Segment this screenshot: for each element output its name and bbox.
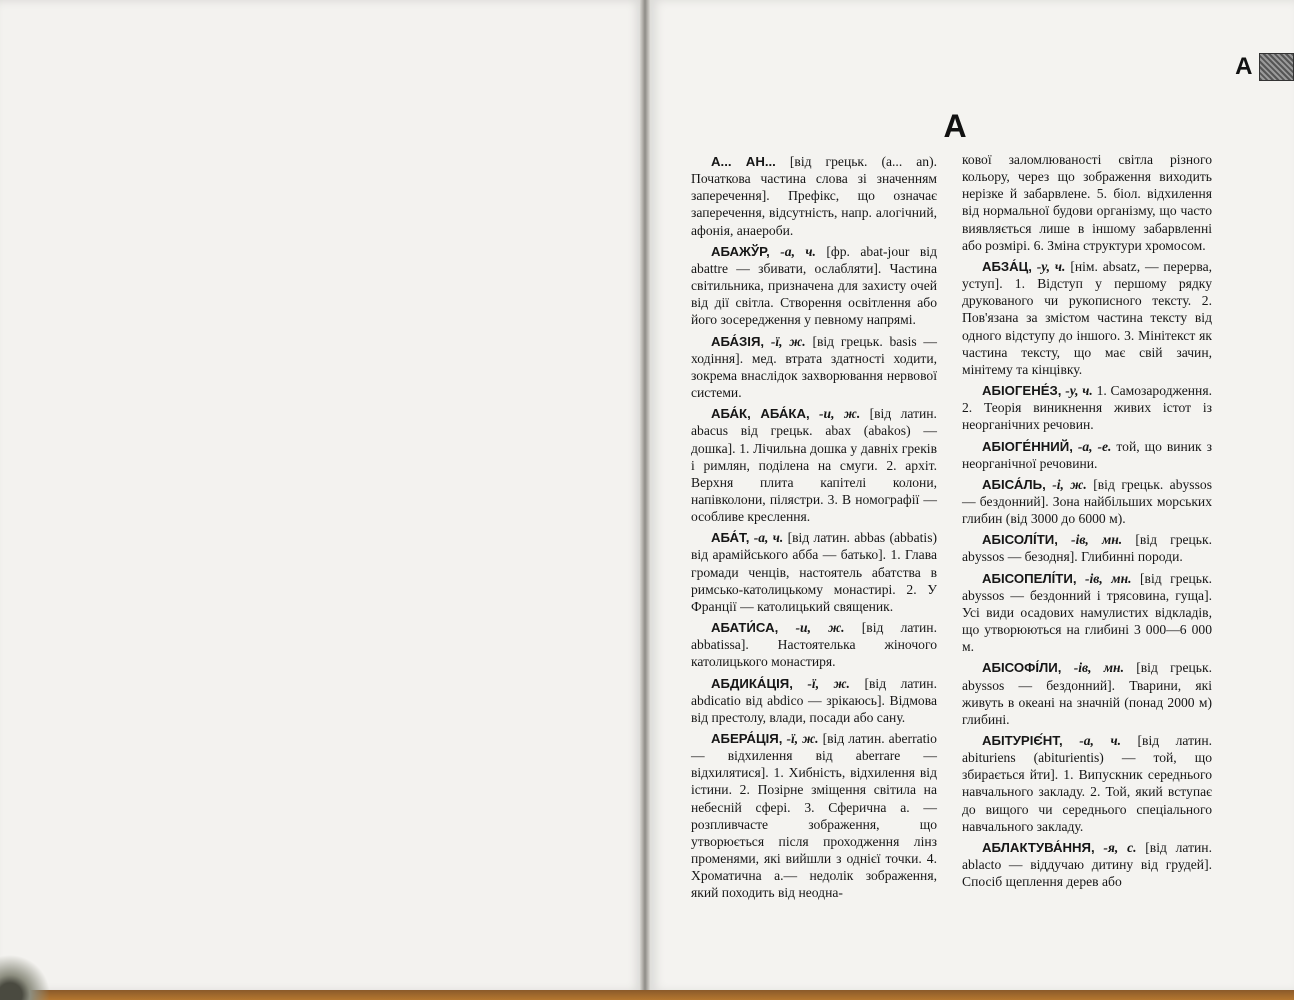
dictionary-entry — [691, 405, 937, 525]
dictionary-entry — [962, 732, 1212, 835]
entry-headword: АБА́Т, — [711, 530, 750, 546]
entry-definition: [від латин. abdicatio від abdico — зрікаюсь]. Відмова від престолу, влади, посади або сану. — [691, 675, 937, 725]
entry-headword: АБІСОФІ́ЛИ, — [982, 660, 1062, 676]
entry-grammar: -а, ч. — [753, 530, 784, 546]
entry-grammar: -ів, мн. — [1085, 570, 1132, 586]
page-bottom-edge — [0, 990, 1294, 1000]
dictionary-entry — [962, 839, 1212, 890]
entry-definition: [від латин. ablacto — віддучаю дитину від грудей]. Спосіб щеплення дерев або — [962, 839, 1212, 890]
entry-definition: [від латин. abbatissa]. Настоятелька жіночого католицького монастиря. — [691, 620, 937, 670]
dictionary-entry — [691, 333, 937, 402]
dictionary-entry — [691, 153, 937, 239]
entry-grammar: -я, с. — [1103, 839, 1137, 855]
entry-headword: АБАЖЎР, — [711, 243, 770, 259]
entry-definition: той, що виник з неорганічної речовини. — [962, 438, 1212, 471]
entry-definition: [від грецьк. basis — ходіння]. мед. втрата здатності ходити, зокрема внаслідок захворювання нервової системи. — [691, 333, 938, 401]
section-letter-heading: А — [943, 108, 967, 144]
dictionary-column-1 — [691, 153, 937, 906]
entry-definition: 1. Самозародження. 2. Теорія виникнення живих істот із неорганічних речовин. — [962, 383, 1212, 433]
entry-grammar: -а, -е. — [1077, 438, 1112, 454]
thumb-index-tab — [1259, 53, 1294, 81]
entry-definition: [від латин. aberratio — відхилення від aberrare — відхилятися]. 1. Хибність, відхилення від істини. 2. Позірне зміщення світила на небесній сфері. 3. Сферична а. — розпливчасте зображення, що утворюється після проходження лінз променями, які вийшли з однієї точки. 4. Хроматична а.— недолік зображення, який походить від неодна- — [691, 731, 937, 901]
dictionary-entry — [962, 659, 1212, 728]
dictionary-entry — [962, 151, 1212, 254]
dictionary-entry — [962, 570, 1212, 656]
entry-definition: [від грецьк. abyssos — бездонний]. Зона найбільших морських глибин (від 3000 до 6000 м). — [962, 476, 1212, 527]
entry-headword: АБІОГЕ́ННИЙ, — [982, 438, 1073, 454]
entry-definition: [фр. abat-jour від abattre — збивати, ослабляти]. Частина світильника, призначена для захисту очей від дії світла. Створення освітлення або його зосередження у певному напрямі. — [691, 243, 937, 328]
entry-headword: АБЛАКТУВА́ННЯ, — [982, 839, 1095, 855]
entry-headword: АБІОГЕНЕ́З, — [982, 383, 1062, 399]
entry-definition: [від грецьк. abyssos — бездонний]. Тварини, які живуть в океані на значній (понад 2000 м) глибині. — [962, 660, 1212, 727]
entry-headword: АБІСА́ЛЬ, — [982, 476, 1046, 492]
entry-headword: АБЗА́Ц, — [982, 258, 1032, 274]
entry-grammar: -ї, ж. — [770, 333, 806, 349]
dictionary-entry — [691, 675, 937, 726]
dictionary-entry — [691, 529, 937, 615]
left-page-blank — [0, 0, 643, 992]
entry-grammar: -ів, мн. — [1071, 532, 1123, 548]
corner-shadow — [0, 955, 60, 1000]
entry-grammar: -у, ч. — [1036, 258, 1066, 274]
entry-headword: АБДИКА́ЦІЯ, — [711, 675, 793, 691]
dictionary-entry — [691, 243, 937, 329]
entry-grammar: -ів, мн. — [1073, 660, 1124, 676]
book-gutter — [640, 0, 650, 992]
entry-definition: [від латин. abbas (abbatis) від арамійського абба — батько]. 1. Глава громади ченців, настоятель абатства в римсько-католицькому монастирі. 2. У Франції — католицький священик. — [691, 530, 938, 614]
entry-grammar: -а, ч. — [780, 243, 816, 259]
entry-headword: АБІТУРІЄ́НТ, — [982, 733, 1063, 748]
entry-definition: [від грецьк. abyssos — безодня]. Глибинні породи. — [962, 532, 1213, 565]
entry-definition: [від грецьк. abyssos — бездонний і трясовина, гуща]. Усі види осадових намулистих відкладів, що утворюються на глибині 3 000—6 000 м. — [962, 570, 1212, 655]
dictionary-column-2 — [962, 151, 1212, 894]
dictionary-entry — [691, 730, 937, 902]
dictionary-entry — [962, 476, 1212, 527]
dictionary-entry — [962, 258, 1212, 378]
thumb-index — [1229, 52, 1294, 82]
dictionary-entry — [691, 619, 937, 670]
entry-headword: АБІСОЛІ́ТИ, — [982, 532, 1058, 548]
entry-grammar: -и, ж. — [819, 406, 861, 422]
entry-headword: А... АН... — [711, 154, 776, 169]
entry-definition: [від латин. abacus від грецьк. abax (abakos) — дошка]. 1. Лічильна дошка у давніх греків і римлян, поділена на смуги. 2. архіт. Верхня плита капітелі колони, напівколони, пілястри. 3. В номографії — особливе креслення. — [691, 406, 937, 525]
entry-grammar: -и, ж. — [795, 620, 845, 636]
entry-definition: [від грецьк. (a... an). Початкова частина слова зі значенням заперечення]. Префікс, що означає заперечення, відсутність, напр. алогічний, афонія, анаероби. — [691, 154, 938, 238]
entry-headword: АБІСОПЕЛІ́ТИ, — [982, 570, 1077, 586]
entry-definition: [від латин. abituriens (abiturientis) — той, що збирається йти]. 1. Випускник середнього навчального закладу. 2. Той, який вступає до вищого чи середнього спеціального навчального закладу. — [962, 733, 1212, 834]
entry-grammar: -ї, ж. — [807, 675, 850, 691]
entry-headword: АБА́К, АБА́КА, — [711, 406, 810, 422]
entry-headword: АБАТИ́СА, — [711, 620, 779, 636]
entry-headword: АБА́ЗІЯ, — [711, 333, 765, 349]
dictionary-entry — [962, 382, 1212, 433]
entry-definition: [нім. absatz, — перерва, уступ]. 1. Відступ у першому рядку друкованого чи рукописного тексту. 2. Пов'язана за змістом частина тексту від одного відступу до іншого. 3. Мінітекст як частина тексту, що має свій зачин, мінітему та кінцівку. — [962, 258, 1213, 377]
dictionary-entry — [962, 438, 1212, 472]
entry-grammar: -а, ч. — [1079, 733, 1121, 748]
entry-grammar: -ї, ж. — [786, 731, 819, 746]
entry-grammar: -і, ж. — [1052, 476, 1087, 492]
dictionary-entry — [962, 531, 1212, 565]
entry-definition: кової заломлюваності світла різного кольору, через що зображення виходить нерізке й забарвлене. 5. біол. відхилення від нормальної будови організму, що часто виявляється лише в іншому забарвленні або розмірі. 6. Зміна структури хромосом. — [962, 152, 1212, 253]
entry-headword: АБЕРА́ЦІЯ, — [711, 731, 783, 746]
thumb-index-letter: А — [1235, 53, 1253, 80]
entry-grammar: -у, ч. — [1065, 383, 1093, 399]
